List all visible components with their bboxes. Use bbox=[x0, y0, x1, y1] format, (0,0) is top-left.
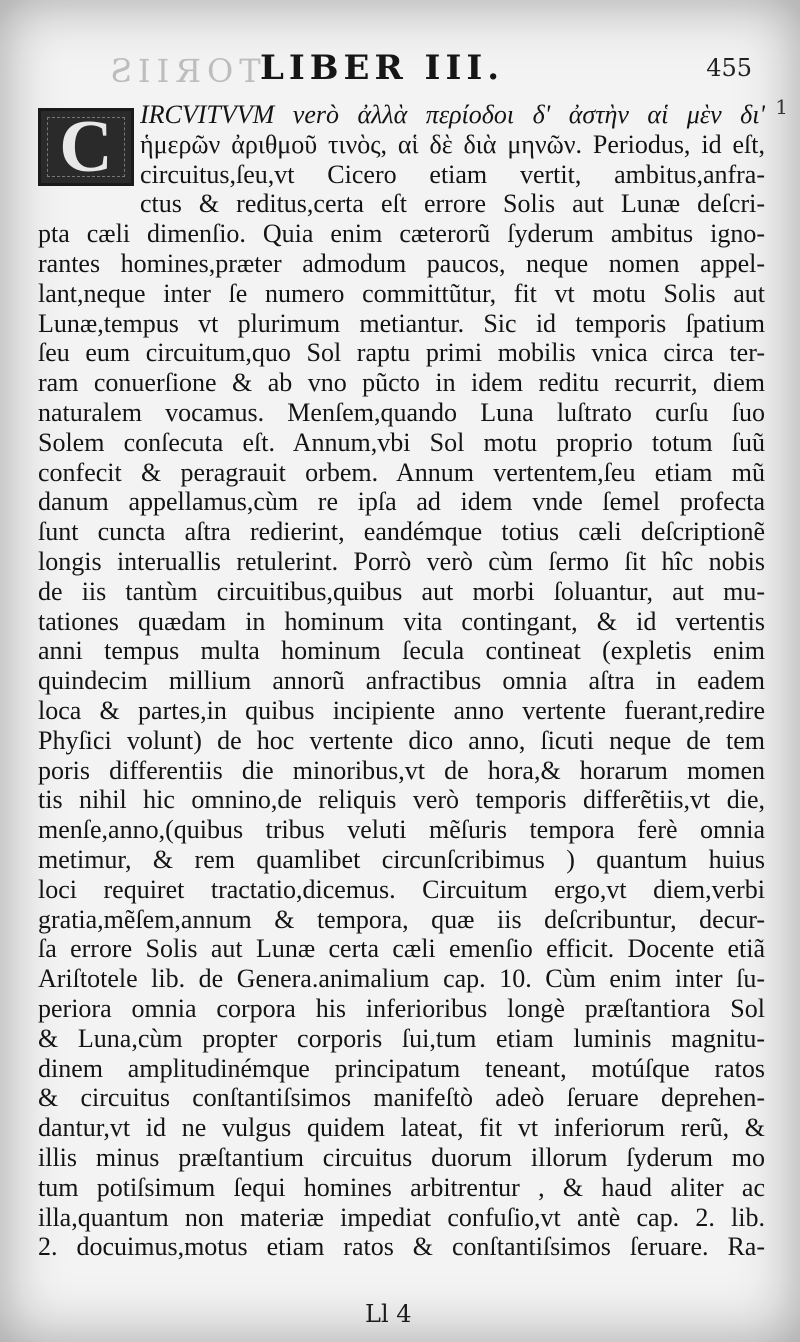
text-line: rantes homines,præter admodum paucos, neque nomen appel- bbox=[38, 249, 765, 278]
text-line: pta cæli dimenſio. Quia enim cæterorũ ſyderum ambitus igno- bbox=[38, 219, 765, 249]
text-line: circuitus,ſeu,vt Cicero etiam vertit, ambitus,anfra- bbox=[140, 159, 765, 189]
text-line: longis interuallis retulerint. Porrò verò cùm ſermo ſit hîc nobis bbox=[38, 547, 765, 576]
text-line: tum potiſsimum ſequi homines arbitrentur , & haud aliter ac bbox=[38, 1172, 765, 1202]
text-line: IRCVITVVM verò ἀλλὰ περίοδοι δ' ἀστὴν αἱ μὲν δι' bbox=[140, 100, 765, 129]
text-line: lant,neque inter ſe numero committũtur, fit vt motu Solis aut bbox=[38, 278, 765, 308]
text-line: Lunæ,tempus vt plurimum metiantur. Sic id temporis ſpatium bbox=[38, 308, 765, 338]
text-line: menſe,anno,(quibus tribus veluti mẽſuris tempora ferè omnia bbox=[38, 815, 765, 845]
text-line: gratia,mẽſem,annum & tempora, quæ iis deſcribuntur, decur- bbox=[38, 904, 765, 934]
text-line: ctus & reditus,certa eſt errore Solis aut Lunæ deſcri- bbox=[140, 189, 765, 219]
text-line: Phyſici volunt) de hoc vertente dico anno, ſicuti neque de tem bbox=[38, 725, 765, 755]
page-number: 455 bbox=[706, 54, 752, 82]
text-line: ἡμερῶν ἀριθμοῦ τινὸς, αἱ δὲ διὰ μηνῶν. Periodus, id eſt, bbox=[140, 129, 765, 159]
show-through-text: ƧIIЯOT bbox=[110, 52, 267, 90]
decorated-initial bbox=[38, 108, 134, 186]
page-title: LIBER III. bbox=[260, 48, 505, 88]
text-line: & circuitus conſtantiſsimos manifeſtò adeò ſeruare deprehen- bbox=[38, 1083, 765, 1113]
text-line: periora omnia corpora his inferioribus longè præſtantiora Sol bbox=[38, 994, 765, 1023]
text-line: tis nihil hic omnino,de reliquis verò temporis differẽtiis,vt die, bbox=[38, 785, 765, 815]
text-line: ram conuerſione & ab vno pũcto in idem reditu recurrit, diem bbox=[38, 368, 765, 398]
text-line: Solem conſecuta eſt. Annum,vbi Sol motu proprio totum ſuũ bbox=[38, 427, 765, 457]
running-header bbox=[110, 48, 752, 88]
text-line: loci requiret tractatio,dicemus. Circuitum ergo,vt diem,verbi bbox=[38, 874, 765, 904]
text-line: ſunt cuncta aſtra redierint, eandémque totius cæli deſcriptionẽ bbox=[38, 517, 765, 547]
text-line: illis minus præſtantium circuitus duorum illorum ſyderum mo bbox=[38, 1143, 765, 1172]
text-line: Ariſtotele lib. de Genera.animalium cap. 10. Cùm enim inter ſu- bbox=[38, 964, 765, 994]
text-line: 2. docuimus,motus etiam ratos & conſtantiſsimos ſeruare. Ra- bbox=[38, 1232, 765, 1262]
text-line: metimur, & rem quamlibet circunſcribimus ) quantum huius bbox=[38, 845, 765, 874]
text-line: poris differentiis die minoribus,vt de hora,& horarum momen bbox=[38, 755, 765, 785]
text-line: dantur,vt id ne vulgus quidem lateat, fit vt inferiorum rerũ, & bbox=[38, 1113, 765, 1143]
text-line: quindecim millium annorũ anfractibus omnia aſtra in eadem bbox=[38, 666, 765, 696]
text-line: anni tempus multa hominum ſecula contineat (expletis enim bbox=[38, 636, 765, 666]
text-line: naturalem vocamus. Menſem,quando Luna luſtrato curſu ſuo bbox=[38, 398, 765, 427]
text-line: ſeu eum circuitum,quo Sol raptu primi mobilis vnica circa ter- bbox=[38, 338, 765, 368]
text-line: illa,quantum non materiæ impediat confuſio,vt antè cap. 2. lib. bbox=[38, 1202, 765, 1232]
text-line: dinem amplitudinémque principatum teneant, motúſque ratos bbox=[38, 1053, 765, 1083]
text-line: tationes quædam in hominum vita contingant, & id vertentis bbox=[38, 606, 765, 636]
signature-mark: Ll 4 bbox=[365, 1300, 412, 1328]
text-line: loca & partes,in quibus incipiente anno vertente fuerant,redire bbox=[38, 696, 765, 725]
text-line: & Luna,cùm propter corporis ſui,tum etiam luminis magnitu- bbox=[38, 1023, 765, 1053]
text-line: ſa errore Solis aut Lunæ certa cæli emenſio efficit. Docente etiã bbox=[38, 934, 765, 964]
initial-letter: C bbox=[59, 106, 113, 188]
text-line: confecit & peragrauit orbem. Annum vertentem,ſeu etiam mũ bbox=[38, 457, 765, 487]
text-line: danum appellamus,cùm re ipſa ad idem vnde ſemel profecta bbox=[38, 487, 765, 517]
text-line: de iis tantùm circuitibus,quibus aut morbi ſoluantur, aut mu- bbox=[38, 576, 765, 606]
margin-mark: 1 bbox=[775, 95, 788, 119]
